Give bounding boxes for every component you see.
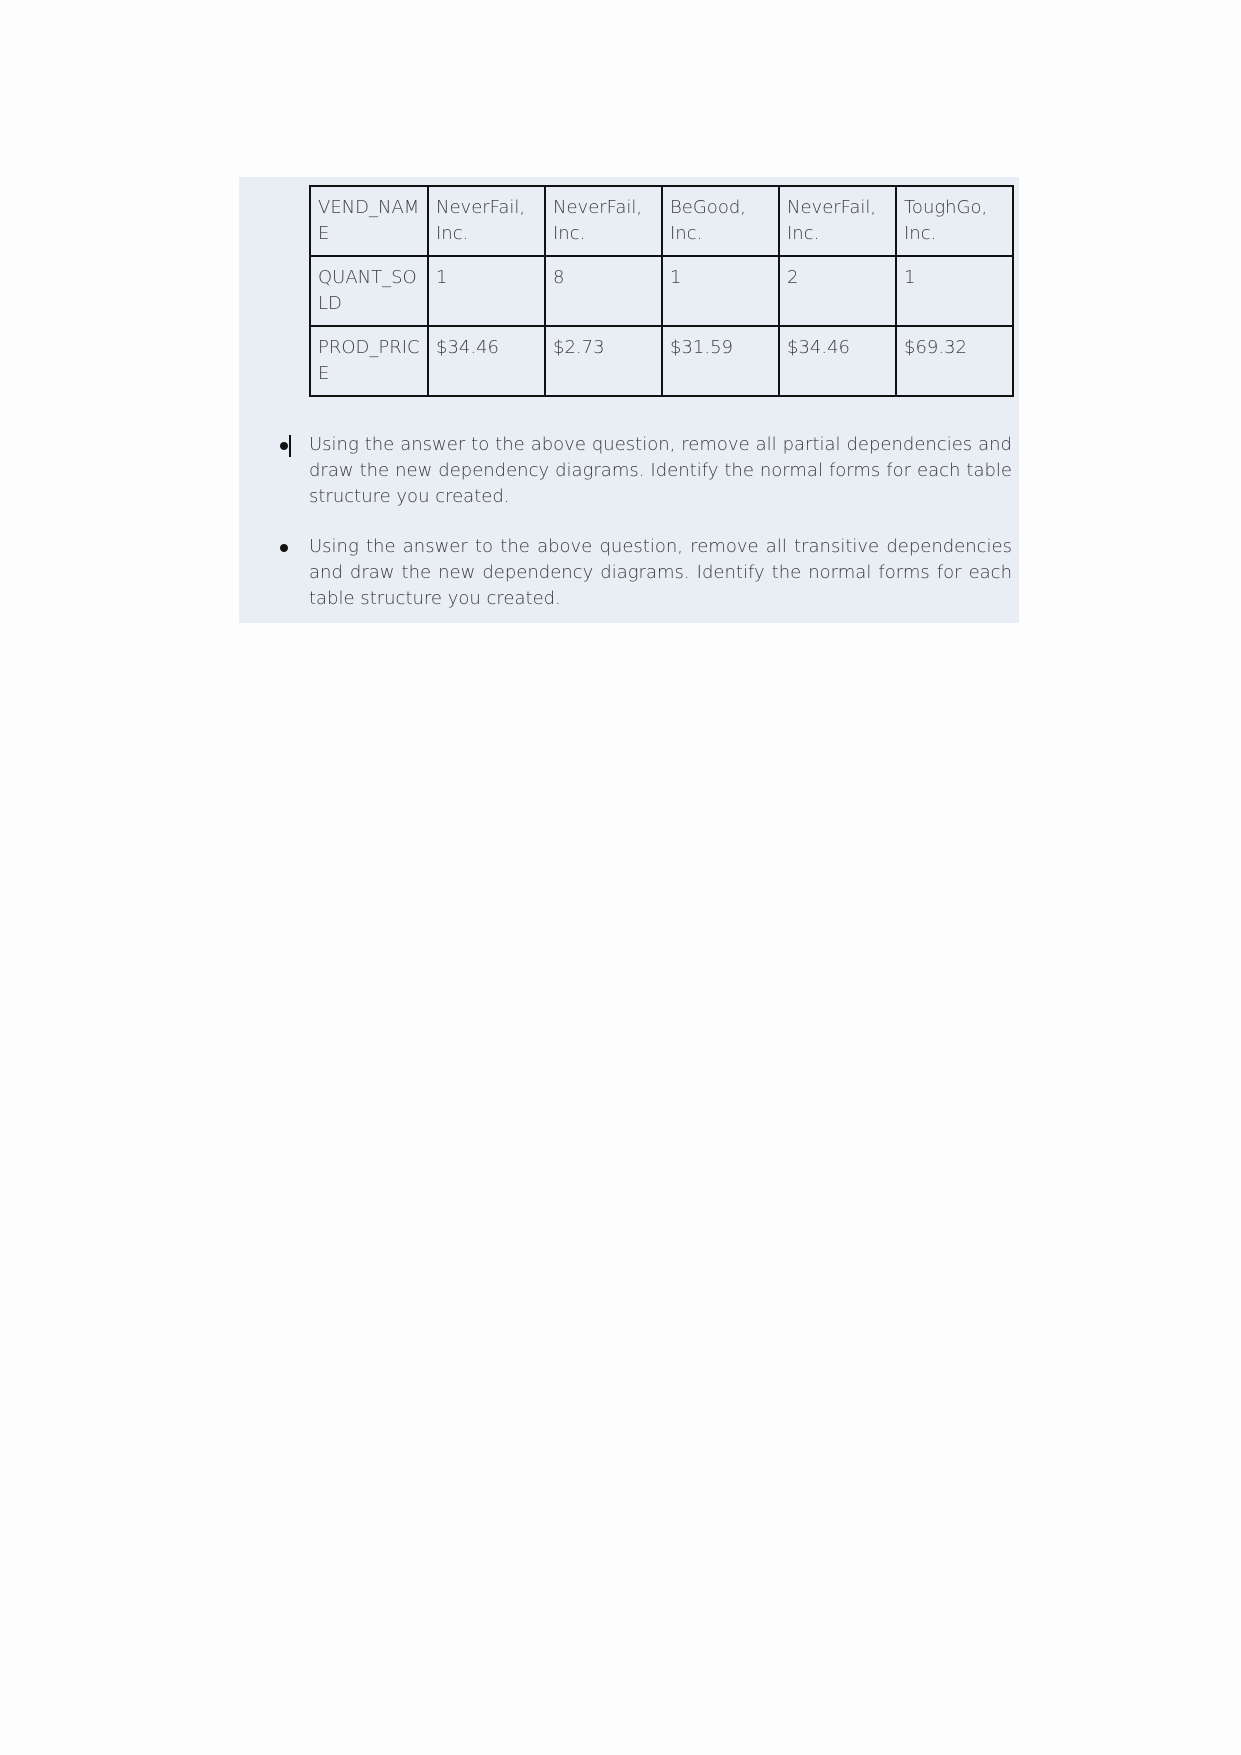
table-cell: $69.32 xyxy=(896,326,1013,396)
table-cell: NeverFail, Inc. xyxy=(779,186,896,256)
table-cell: ToughGo, Inc. xyxy=(896,186,1013,256)
bullet-icon xyxy=(280,544,288,552)
list-item[interactable] xyxy=(270,432,1012,510)
table-row xyxy=(310,186,1013,256)
table-row xyxy=(310,256,1013,326)
bullet-text: Using the answer to the above question, remove all partial dependencies and draw the new dependency diagrams. Identify the normal forms for each table structure you created. xyxy=(309,434,1012,507)
bullet-icon xyxy=(280,442,288,450)
question-bullet-list xyxy=(270,432,1012,636)
table-cell: $34.46 xyxy=(428,326,545,396)
bullet-text: Using the answer to the above question, remove all transitive dependencies and draw the new dependency diagrams. Identify the normal forms for each table structure you created. xyxy=(309,536,1012,609)
table-cell: $34.46 xyxy=(779,326,896,396)
table-cell: 2 xyxy=(779,256,896,326)
list-item[interactable] xyxy=(270,534,1012,612)
row-header-prod-price: PROD_PRICE xyxy=(310,326,428,396)
table-cell: 1 xyxy=(662,256,779,326)
table-cell: 1 xyxy=(896,256,1013,326)
table-cell: NeverFail, Inc. xyxy=(545,186,662,256)
table-row xyxy=(310,326,1013,396)
text-cursor-icon xyxy=(289,435,291,457)
table-cell: BeGood, Inc. xyxy=(662,186,779,256)
table-cell: 1 xyxy=(428,256,545,326)
table-cell: $31.59 xyxy=(662,326,779,396)
table-cell: NeverFail, Inc. xyxy=(428,186,545,256)
row-header-vend-name: VEND_NAME xyxy=(310,186,428,256)
table-cell: 8 xyxy=(545,256,662,326)
table-cell: $2.73 xyxy=(545,326,662,396)
vendor-sales-table xyxy=(309,185,1014,397)
row-header-quant-sold: QUANT_SOLD xyxy=(310,256,428,326)
